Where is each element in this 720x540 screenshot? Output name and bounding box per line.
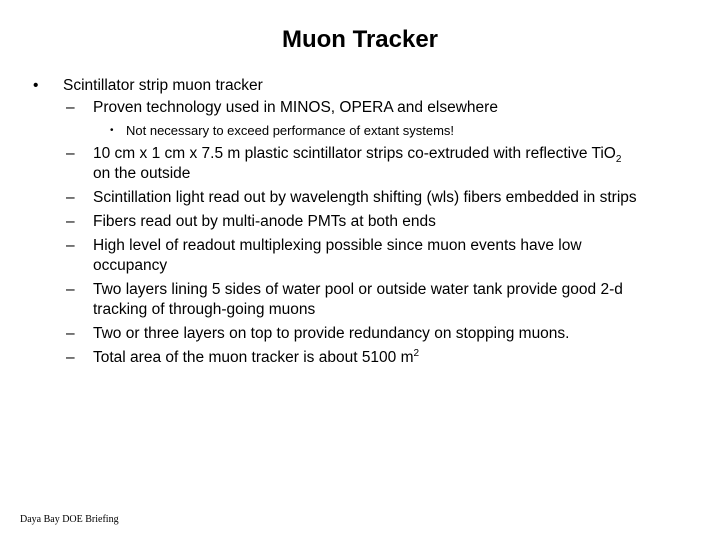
bullet-text-cont: on the outside — [93, 165, 191, 182]
slide-title: Muon Tracker — [281, 26, 439, 53]
bullet-proven — [33, 98, 713, 118]
bullet-text: 10 cm x 1 cm x 7.5 m plastic scintillator strips co-extruded with reflective TiO — [93, 145, 616, 162]
footer-text: Daya Bay DOE Briefing — [20, 514, 119, 525]
bullet-text: Two layers lining 5 sides of water pool or outside water tank provide good 2-d — [93, 281, 623, 298]
dash-icon: – — [66, 325, 75, 342]
bullet-area — [33, 348, 713, 368]
dash-icon: – — [66, 281, 75, 298]
dash-icon: – — [66, 145, 75, 162]
subscript: 2 — [615, 154, 622, 166]
bullet-list — [33, 76, 713, 368]
bullet-dot-icon: • — [33, 77, 39, 94]
dash-icon: – — [66, 99, 75, 116]
bullet-wls — [33, 188, 713, 208]
dash-icon: – — [66, 189, 75, 206]
bullet-text-cont: occupancy — [93, 257, 168, 274]
bullet-dot-icon: • — [110, 125, 114, 136]
bullet-text-cont: tracking of through-going muons — [93, 301, 316, 318]
bullet-text: Total area of the muon tracker is about 5100 m — [93, 349, 414, 366]
dash-icon: – — [66, 213, 75, 230]
bullet-top-layers — [33, 324, 713, 344]
bullet-strips — [33, 144, 713, 184]
dash-icon: – — [66, 237, 75, 254]
bullet-text: Two or three layers on top to provide redundancy on stopping muons. — [93, 325, 570, 342]
bullet-text: Proven technology used in MINOS, OPERA and elsewhere — [93, 99, 498, 116]
bullet-text: Not necessary to exceed performance of extant systems! — [126, 123, 455, 138]
bullet-layers — [33, 280, 713, 320]
superscript: 2 — [413, 347, 420, 359]
bullet-multiplex — [33, 236, 713, 276]
dash-icon: – — [66, 349, 75, 366]
bullet-text: Scintillator strip muon tracker — [63, 77, 263, 94]
bullet-text: Fibers read out by multi-anode PMTs at both ends — [93, 213, 436, 230]
bullet-text: High level of readout multiplexing possible since muon events have low — [93, 237, 582, 254]
bullet-scintillator — [33, 76, 713, 96]
bullet-not-necessary — [33, 122, 713, 140]
bullet-pmts — [33, 212, 713, 232]
bullet-text: Scintillation light read out by wavelength shifting (wls) fibers embedded in strips — [93, 189, 637, 206]
